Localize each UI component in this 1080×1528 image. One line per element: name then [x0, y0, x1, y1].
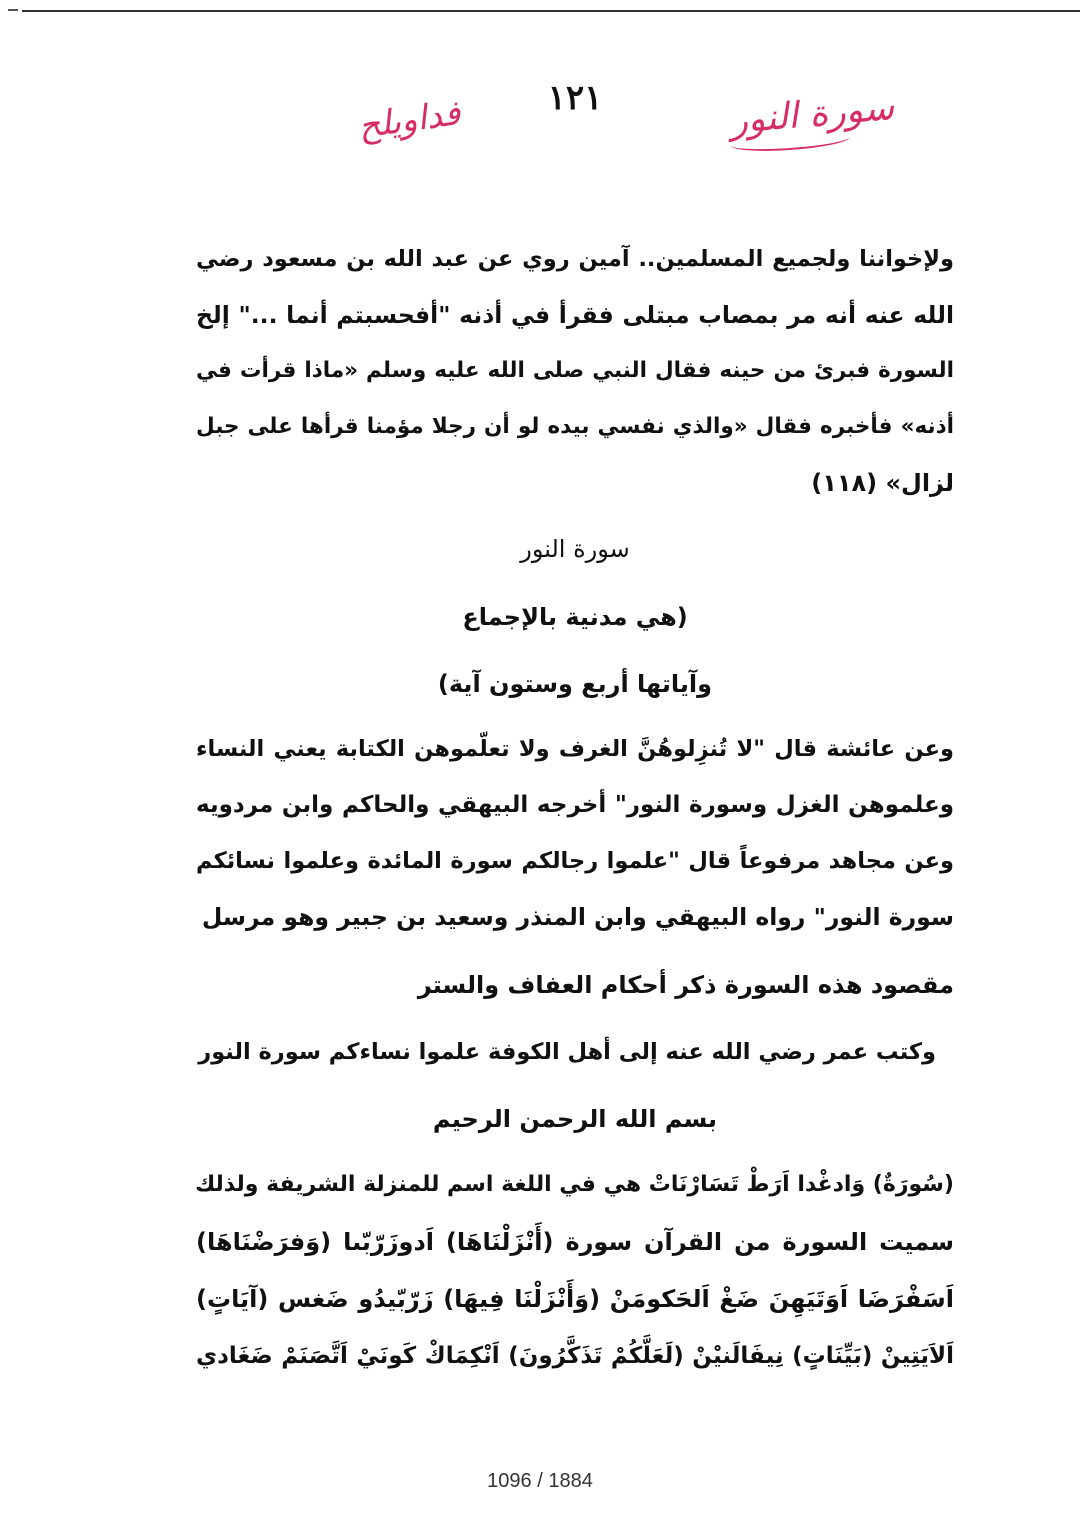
- page-number: ١٢١: [547, 78, 603, 118]
- paragraph-line: السورة فبرئ من حينه فقال النبي صلى الله عليه وسلم «ماذا قرأت في: [196, 358, 954, 383]
- paragraph-line: اَسَفْرَضَا اَوَتَيَهِنَ ضَغْ اَلحَكومَنْ (وَأَنْزَلْنَا فِيهَا) زَرّبّيدُو ضَغس (آيَاتٍ): [196, 1285, 954, 1313]
- paragraph-line: الله عنه أنه مر بمصاب مبتلى فقرأ في أذنه "أفحسبتم أنما ..." إلخ: [196, 301, 954, 329]
- top-border-rule: [22, 10, 1080, 12]
- basmala: بسم الله الرحمن الرحيم: [432, 1105, 718, 1133]
- surah-note-verses: وآياتها أربع وستون آية): [437, 670, 713, 698]
- paragraph-line: سميت السورة من القرآن سورة (أَنْزَلْنَاهَا) اَدوزَرّبّىا (وَفرَضْنَاهَا): [196, 1228, 954, 1256]
- surah-note-medinan: (هي مدنية بالإجماع: [462, 603, 688, 631]
- handwritten-surah-annotation: سورة النور: [728, 86, 896, 143]
- paragraph-line: وعن عائشة قال "لا تُنزِلوهُنَّ الغرف ولا تعلّموهن الكتابة يعني النساء: [196, 736, 954, 762]
- purpose-line: مقصود هذه السورة ذكر أحكام العفاف والستر: [417, 971, 954, 999]
- handwritten-margin-annotation: فداويلح: [355, 93, 463, 147]
- paragraph-line: ولإخواننا ولجميع المسلمين.. آمين روي عن عبد الله بن مسعود رضي: [196, 246, 954, 272]
- scan-edge-mark: [8, 9, 18, 11]
- paragraph-line: وعن مجاهد مرفوعاً قال "علموا رجالكم سورة المائدة وعلموا نسائكم: [196, 848, 954, 874]
- paragraph-line: سورة النور" رواه البيهقي وابن المنذر وسعيد بن جبير وهو مرسل: [201, 903, 954, 931]
- surah-title: سورة النور: [520, 535, 630, 563]
- umar-letter-line: وكتب عمر رضي الله عنه إلى أهل الكوفة علموا نساءكم سورة النور: [198, 1039, 936, 1065]
- paragraph-line: وعلموهن الغزل وسورة النور" أخرجه البيهقي والحاكم وابن مردويه: [196, 792, 954, 818]
- paragraph-line: أذنه» فأخبره فقال «والذي نفسي بيده لو أن رجلا مؤمنا قرأها على جبل: [196, 414, 954, 439]
- paragraph-line: (سُورَةٌ) وَادغْدا اَرَطْ تَسَارْنَاتْ هي في اللغة اسم للمنزلة الشريفة ولذلك: [195, 1172, 954, 1197]
- page-indicator: 1096 / 1884: [487, 1470, 593, 1492]
- paragraph-line: اَلاَيَتِينْ (بَيِّنَاتٍ) نِيفَالَنيْنْ (لَعَلَّكُمْ تَذَكَّرُونَ) اَنْكِمَاكْ كَونَيْ اَتَّصَنَمْ ضَغَادي: [196, 1343, 954, 1369]
- paragraph-line: لزال» (١١٨): [811, 469, 954, 497]
